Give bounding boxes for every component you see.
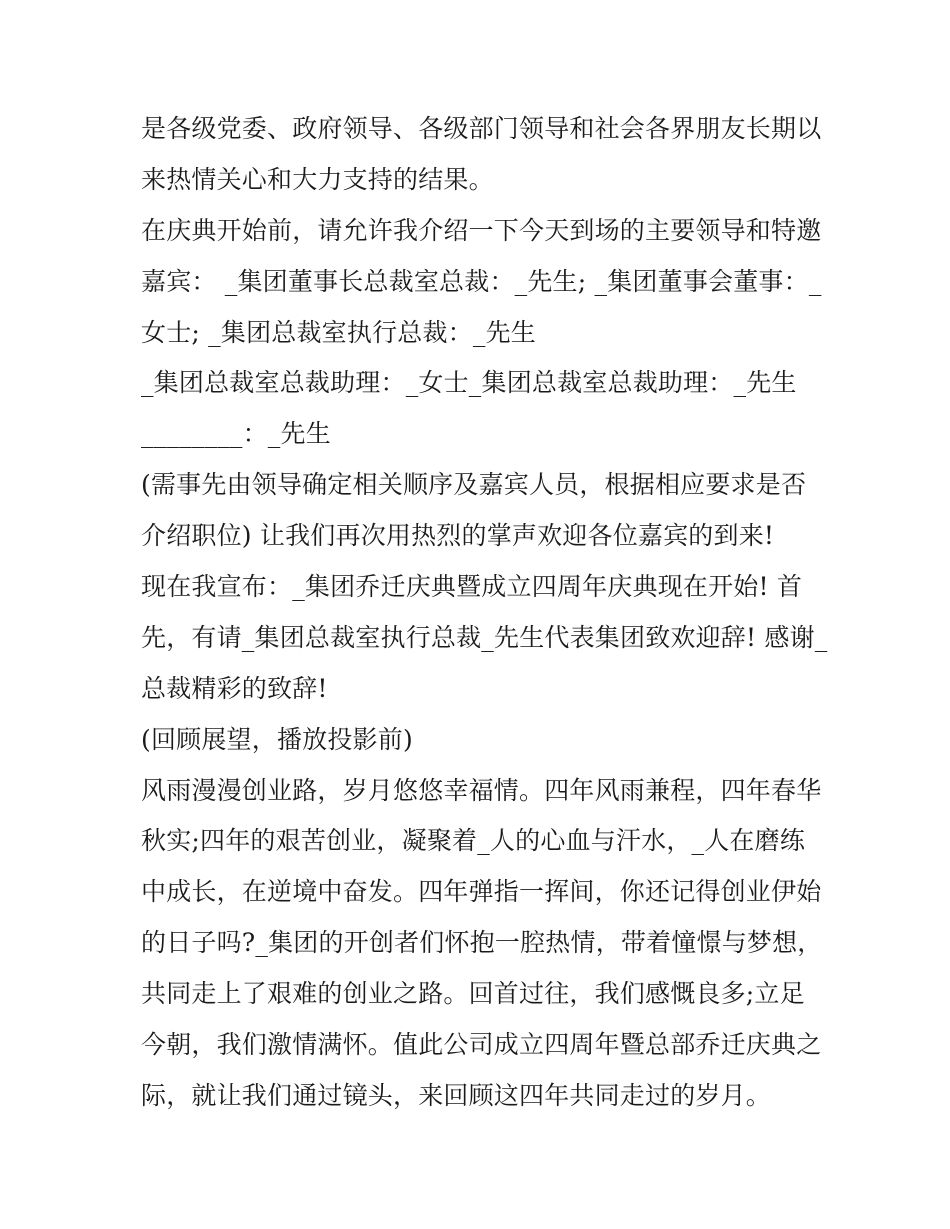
text-line: 今朝，我们激情满怀。值此公司成立四周年暨总部乔迁庆典之 bbox=[141, 1030, 822, 1060]
text-line: 际，就让我们通过镜头，来回顾这四年共同走过的岁月。 bbox=[141, 1080, 772, 1110]
text-line: (回顾展望，播放投影前) bbox=[141, 724, 413, 754]
text-line: ________：_先生 bbox=[141, 419, 331, 449]
text-line: 风雨漫漫创业路，岁月悠悠幸福情。四年风雨兼程，四年春华 bbox=[141, 775, 822, 805]
text-line: 女士; _集团总裁室执行总裁：_先生 bbox=[141, 317, 536, 347]
text-line: 中成长，在逆境中奋发。四年弹指一挥间，你还记得创业伊始 bbox=[141, 877, 822, 907]
text-line: 秋实;四年的艰苦创业，凝聚着_人的心血与汗水，_人在磨练 bbox=[141, 826, 806, 856]
text-line: 介绍职位) 让我们再次用热烈的掌声欢迎各位嘉宾的到来! bbox=[141, 521, 775, 551]
text-line: _集团总裁室总裁助理：_女士_集团总裁室总裁助理：_先生 bbox=[141, 368, 797, 398]
text-line: 的日子吗?_集团的开创者们怀抱一腔热情，带着憧憬与梦想， bbox=[141, 928, 823, 958]
text-line: 先，有请_集团总裁室执行总裁_先生代表集团致欢迎辞! 感谢_ bbox=[141, 622, 828, 652]
text-line: 共同走上了艰难的创业之路。回首过往，我们感慨良多;立足 bbox=[141, 979, 805, 1009]
text-line: 在庆典开始前，请允许我介绍一下今天到场的主要领导和特邀 bbox=[141, 215, 822, 245]
text-line: 是各级党委、政府领导、各级部门领导和社会各界朋友长期以 bbox=[141, 114, 822, 143]
text-line: 现在我宣布：_集团乔迁庆典暨成立四周年庆典现在开始! 首 bbox=[141, 572, 803, 602]
text-line: 嘉宾： _集团董事长总裁室总裁：_先生; _集团董事会董事：_ bbox=[141, 266, 822, 296]
document-body bbox=[141, 104, 828, 1122]
text-line: 来热情关心和大力支持的结果。 bbox=[141, 164, 494, 194]
text-line: 总裁精彩的致辞! bbox=[141, 673, 328, 703]
text-line: (需事先由领导确定相关顺序及嘉宾人员，根据相应要求是否 bbox=[141, 470, 807, 500]
